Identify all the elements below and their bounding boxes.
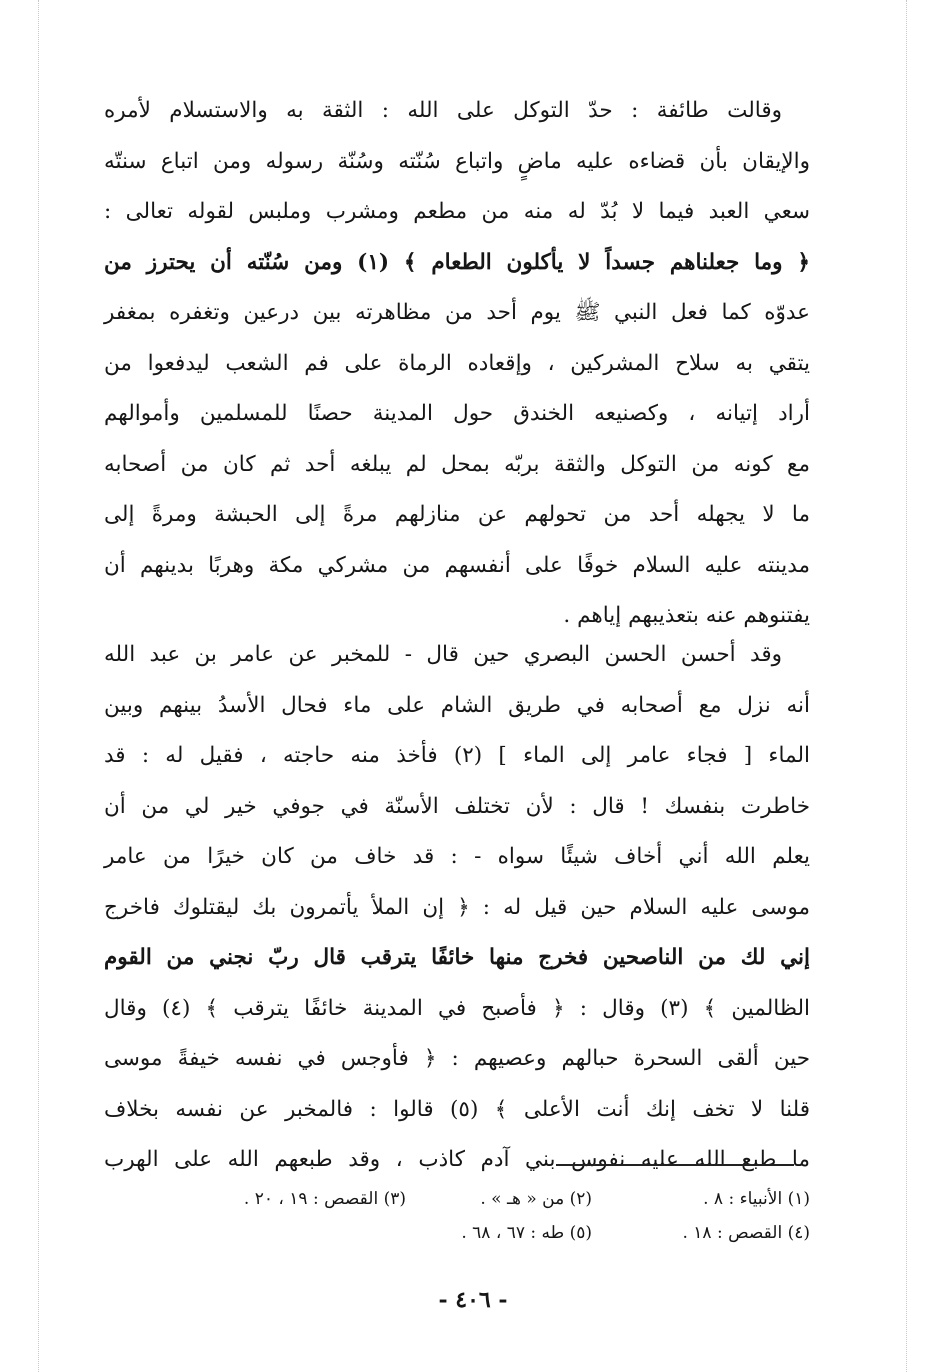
text-line: حين ألقى السحرة حبالهم وعصيهم : ﴿ فأوجس في نفسه خيفةً موسى [104,1046,810,1071]
text-line: مع كونه من التوكل والثقة بربّه بمحل لم يبلغه أحد ثم كان من أصحابه [104,451,810,477]
footnote-5: (٥) طه : ٦٧ ، ٦٨ . [461,1223,592,1243]
text-line: يتقي به سلاح المشركين ، وإقعاده الرماة على فم الشعب ليدفعوا من [104,350,810,376]
footnote-4: (٤) القصص : ١٨ . [682,1223,810,1243]
text-line: الماء [ فجاء عامر إلى الماء ] (٢) فأخذ منه حاجته ، فقيل له : قد [104,743,810,768]
footnote-1: (١) الأنبياء : ٨ . [703,1189,810,1209]
text-line: يعلم الله أني أخاف شيئًا سواه - : قد خاف من كان خيرًا من عامر [104,844,810,869]
text-line: وقد أحسن الحسن البصري حين قال - للمخبر عن عامر بن عبد الله [104,642,782,667]
text-line: وقالت طائفة : حدّ التوكل على الله : الثقة به والاستسلام لأمره [104,98,782,123]
footnotes [120,1182,810,1250]
text-line: أنه نزل مع أصحابه في طريق الشام على ماء فحال الأسدُ بينهم وبين [104,692,810,718]
scan-margin-line-left [38,0,39,1372]
footnote-2: (٢) من « هـ » . [480,1189,592,1209]
text-line: عدوّه كما فعل النبي ﷺ يوم أحد من مظاهرته بين درعين وتغفره بمغفر [104,300,810,325]
text-line: والإيقان بأن قضاءه عليه ماضٍ واتباع سُنّته وسُنّة رسوله ومن اتباع سنتّه [104,148,810,174]
footnote-row [120,1182,810,1216]
text-line: ما لا يجهله أحد من تحولهم عن منازلهم مرةً إلى الحبشة ومرةً إلى [104,502,810,527]
text-line: قلنا لا تخف إنك أنت الأعلى ﴾ (٥) قالوا : فالمخبر عن نفسه بخلاف [104,1096,811,1122]
text-line: مدينته عليه السلام خوفًا على أنفسهم من مشركي مكة وهربًا بدينهم أن [104,552,810,578]
text-line: سعي العبد فيما لا بُدّ له منه من مطعم ومشرب وملبس لقوله تعالى : [104,199,810,224]
text-line-quran-verse: ﴿ وما جعلناهم جسداً لا يأكلون الطعام ﴾ (١) ومن سُنّته أن يحترز من [104,249,810,275]
footnote-row [120,1216,810,1250]
text-line: الظالمين ﴾ (٣) وقال : ﴿ فأصبح في المدينة خائفًا يترقب ﴾ (٤) وقال [104,995,810,1021]
text-line: ما طبع الله عليه نفوس بني آدم كاذب ، وقد طبعهم الله على الهرب [104,1147,810,1172]
paragraph-1 [104,86,810,642]
text-line-quran-verse: إني لك من الناصحين فخرج منها خائفًا يترقب قال ربّ نجني من القوم [104,945,810,970]
text-line: يفتنوهم عنه بتعذيبهم إياهم . [563,603,810,628]
page-number: - ٤٠٦ - [438,1287,508,1313]
scan-margin-line-right [906,0,907,1372]
text-line: خاطرت بنفسك ! قال : لأن تختلف الأسنّة في جوفي خير لي من أن [104,793,810,819]
paragraph-2 [104,630,810,1186]
text-line: أراد إتيانه ، وكصنيعه الخندق حول المدينة حصنًا للمسلمين وأموالهم [104,401,810,426]
text-line: موسى عليه السلام حين قيل له : ﴿ إن الملأ يأتمرون بك ليقتلوك فاخرج [104,894,810,920]
footnote-3: (٣) القصص : ١٩ ، ٢٠ . [243,1189,406,1209]
footnote-separator [556,1164,794,1166]
